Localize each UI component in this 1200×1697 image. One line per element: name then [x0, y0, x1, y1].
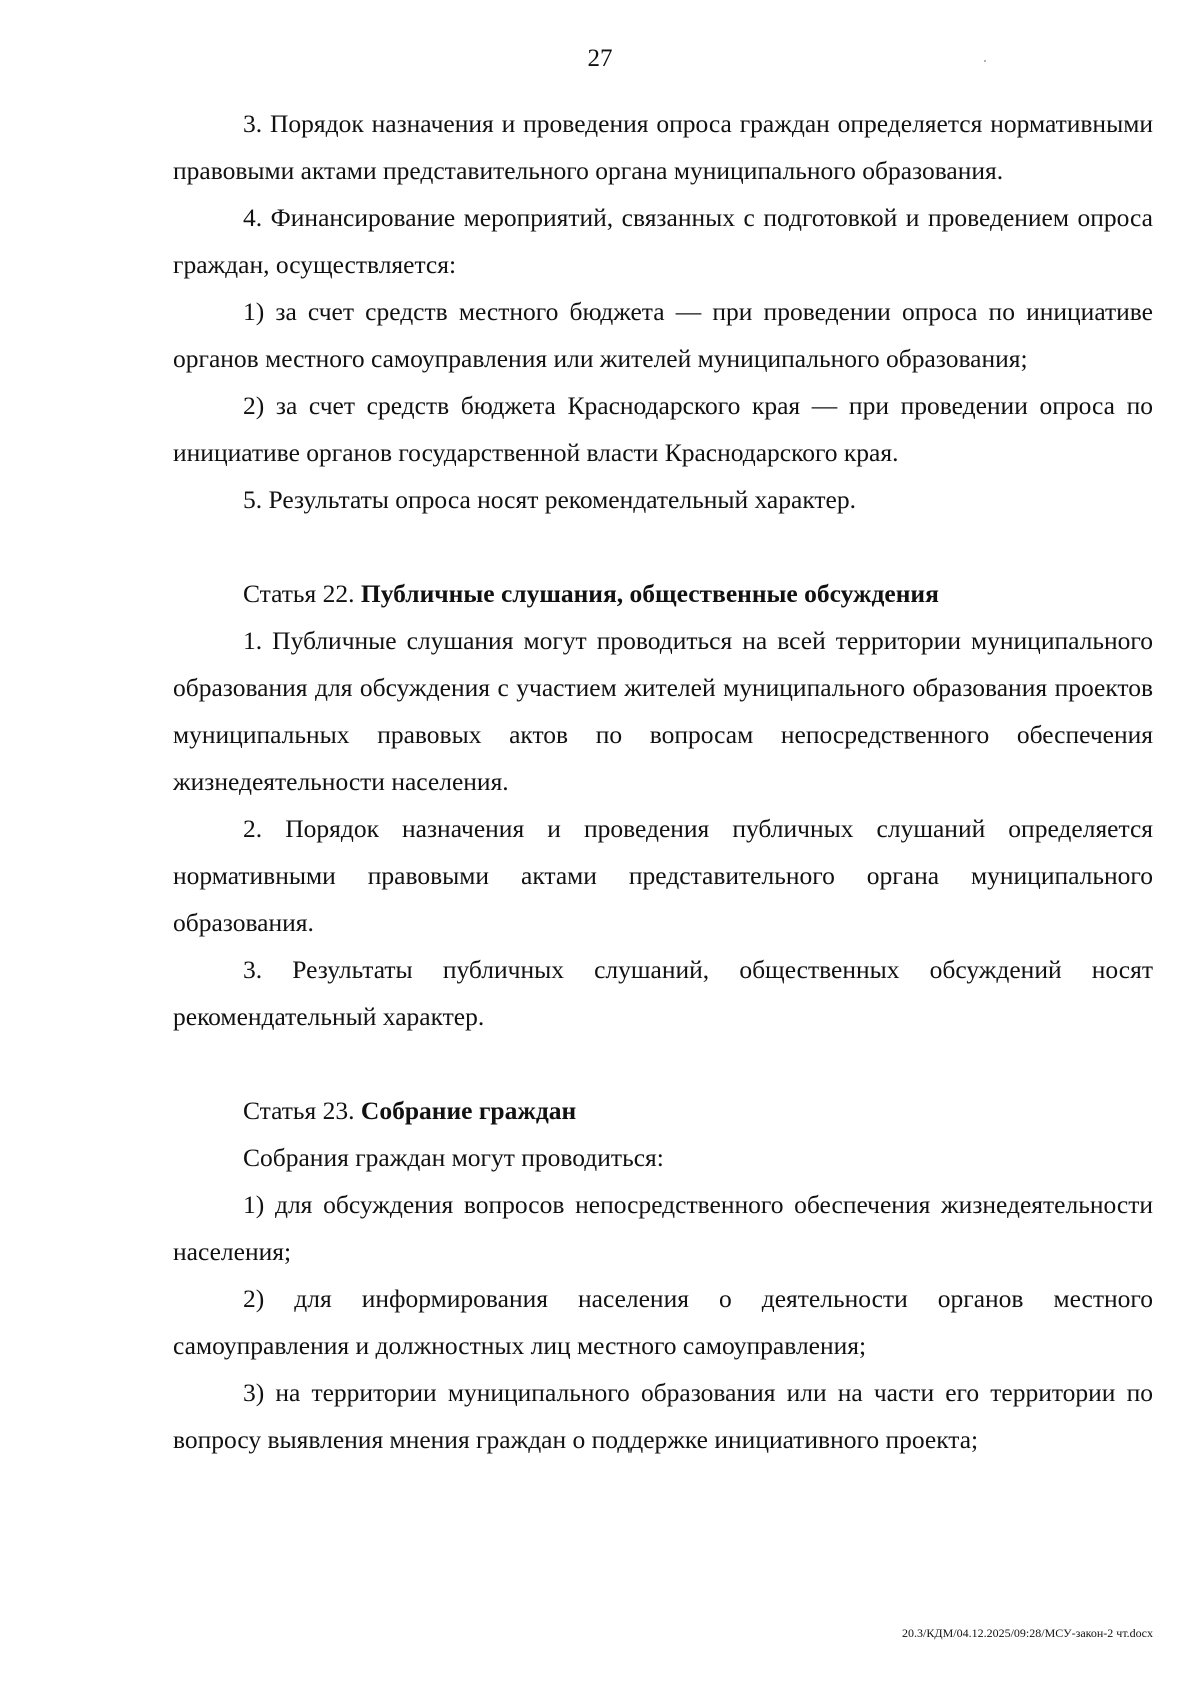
- section-gap: [173, 1040, 1153, 1087]
- article-23-prefix: Статья 23.: [243, 1096, 361, 1125]
- article-22-paragraph-1: 1. Публичные слушания могут проводиться на всей территории муниципального образования для обсуждения с участием жителей муниципального образования проектов муниципальных правовых актов по вопросам непосредственного обеспечения жизнедеятельности населения.: [173, 626, 1153, 796]
- article-23-item-3: 3) на территории муниципального образования или на части его территории по вопросу выявления мнения граждан о поддержке инициативного проекта;: [173, 1378, 1153, 1454]
- article-22-heading: [173, 570, 1153, 617]
- list-item-regional-budget: 2) за счет средств бюджета Краснодарского края — при проведении опроса по инициативе органов государственной власти Краснодарского края.: [173, 391, 1153, 467]
- article-22-title: Публичные слушания, общественные обсуждения: [360, 579, 939, 608]
- article-22-paragraph-2: 2. Порядок назначения и проведения публичных слушаний определяется нормативными правовыми актами представительного органа муниципального образования.: [173, 814, 1153, 937]
- article-23-heading: [173, 1087, 1153, 1134]
- paragraph-5-survey-results: 5. Результаты опроса носят рекомендательный характер.: [243, 485, 856, 514]
- page-number: 27: [587, 45, 613, 72]
- article-23-item-2: 2) для информирования населения о деятельности органов местного самоуправления и должностных лиц местного самоуправления;: [173, 1284, 1153, 1360]
- document-body: [173, 100, 1153, 1463]
- paragraph-4-survey-financing: 4. Финансирование мероприятий, связанных с подготовкой и проведением опроса граждан, осуществляется:: [173, 203, 1153, 279]
- section-gap: [173, 523, 1153, 570]
- scan-speck: [984, 60, 986, 62]
- article-22-prefix: Статья 22.: [243, 579, 361, 608]
- article-23-item-1: 1) для обсуждения вопросов непосредственного обеспечения жизнедеятельности населения;: [173, 1190, 1153, 1266]
- document-footer-code: 20.3/КДМ/04.12.2025/09:28/МСУ-закон-2 чт.docx: [902, 1626, 1153, 1640]
- article-23-intro: Собрания граждан могут проводиться:: [243, 1143, 664, 1172]
- list-item-local-budget: 1) за счет средств местного бюджета — при проведении опроса по инициативе органов местного самоуправления или жителей муниципального образования;: [173, 297, 1153, 373]
- paragraph-3-survey-procedure: 3. Порядок назначения и проведения опроса граждан определяется нормативными правовыми актами представительного органа муниципального образования.: [173, 109, 1153, 185]
- article-23-title: Собрание граждан: [360, 1096, 577, 1125]
- article-22-paragraph-3: 3. Результаты публичных слушаний, общественных обсуждений носят рекомендательный характер.: [173, 955, 1153, 1031]
